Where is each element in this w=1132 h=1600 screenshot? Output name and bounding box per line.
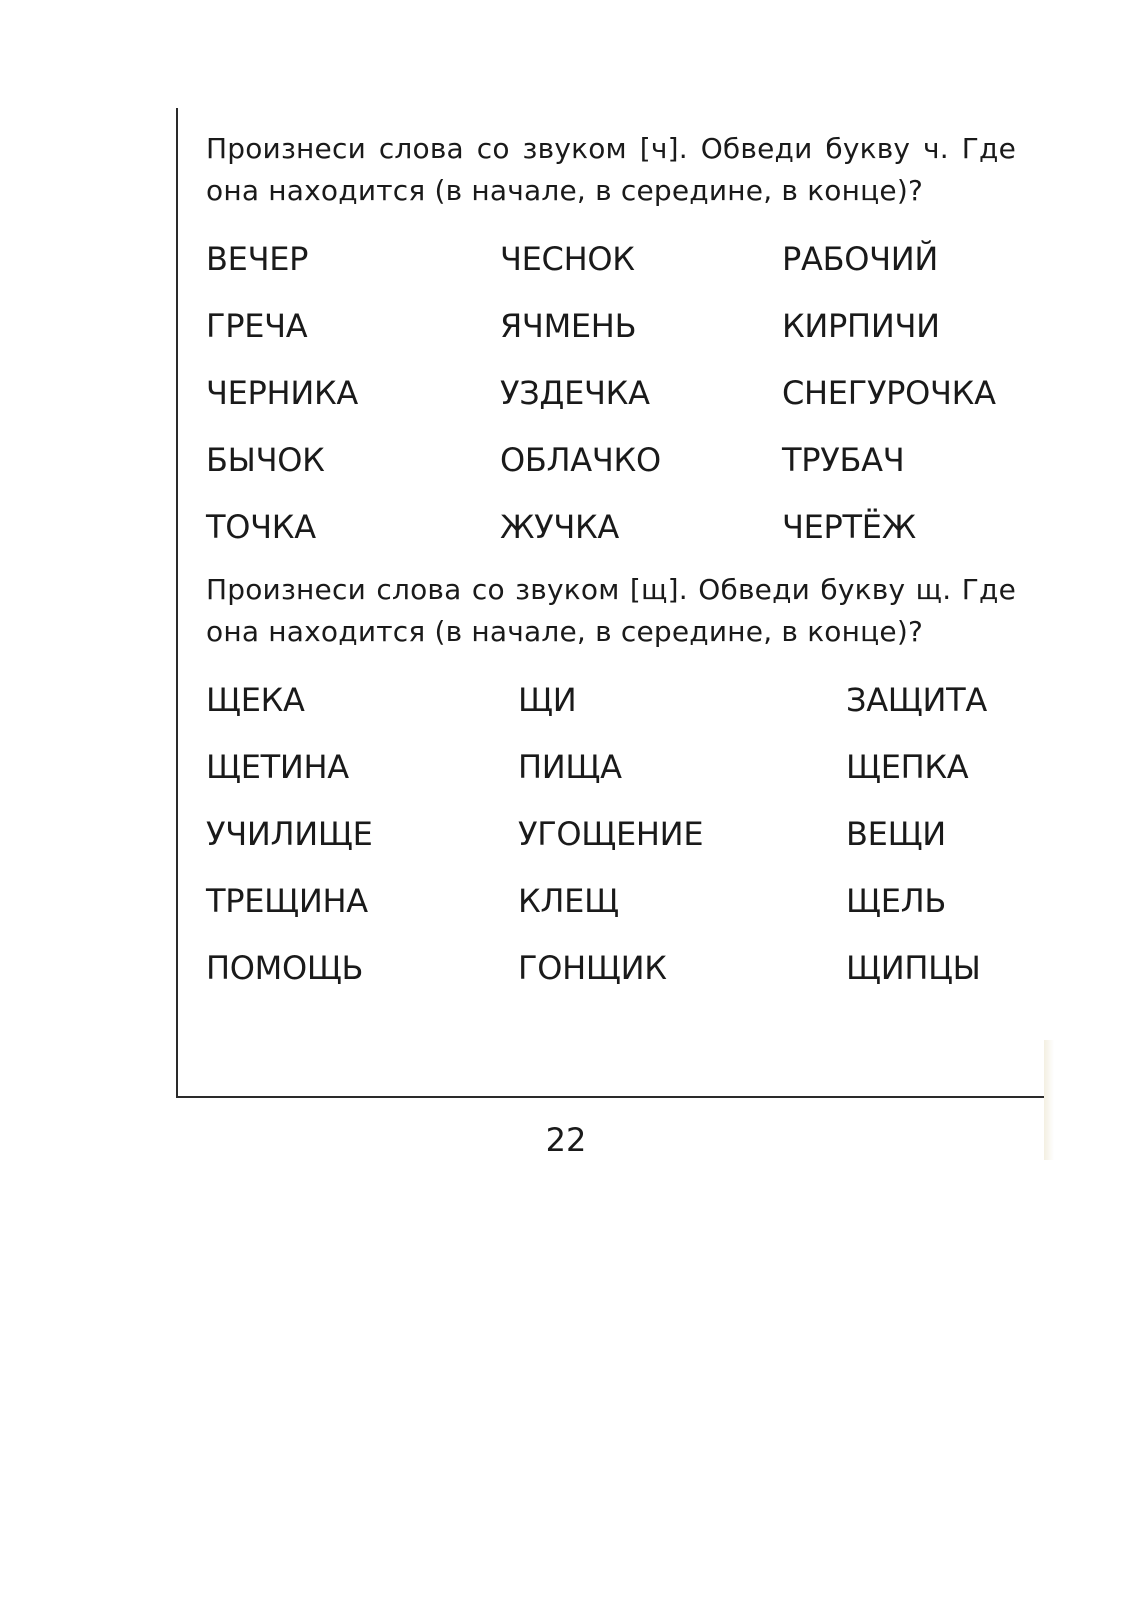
- word-item: ТОЧКА: [206, 508, 316, 546]
- word-grid-sch: [206, 667, 1016, 1002]
- word-item: ЧЕСНОК: [500, 240, 635, 278]
- word-item: ЩЕТИНА: [206, 748, 349, 786]
- word-grid-ch: [206, 226, 1016, 561]
- word-item: ЩИПЦЫ: [846, 949, 981, 987]
- word-item: БЫЧОК: [206, 441, 325, 479]
- word-item: УЗДЕЧКА: [500, 374, 650, 412]
- word-item: ПОМОЩЬ: [206, 949, 364, 987]
- word-item: ГОНЩИК: [518, 949, 667, 987]
- word-item: РАБОЧИЙ: [782, 240, 939, 278]
- instruction-sch: Произнеси слова со звуком [щ]. Обведи букву щ. Где она находится (в начале, в середине, в конце)?: [206, 573, 1016, 648]
- word-item: ВЕЩИ: [846, 815, 946, 853]
- word-item: ТРУБАЧ: [782, 441, 905, 479]
- instruction-ch: Произнеси слова со звуком [ч]. Обведи букву ч. Где она находится (в начале, в середине, в конце)?: [206, 132, 1016, 207]
- word-item: ВЕЧЕР: [206, 240, 309, 278]
- word-item: КИРПИЧИ: [782, 307, 940, 345]
- word-item: ЖУЧКА: [500, 508, 620, 546]
- word-item: ЩЕЛЬ: [846, 882, 947, 920]
- word-item: ЩИ: [518, 681, 577, 719]
- page-number: 22: [545, 1121, 587, 1159]
- word-item: ОБЛАЧКО: [500, 441, 661, 479]
- word-item: ЗАЩИТА: [846, 681, 987, 719]
- section-sound-ch: [206, 128, 1016, 561]
- word-item: ЧЕРНИКА: [206, 374, 358, 412]
- word-item: КЛЕЩ: [518, 882, 619, 920]
- word-item: ЩЕКА: [206, 681, 305, 719]
- word-item: ЧЕРТЁЖ: [782, 508, 916, 546]
- word-item: УГОЩЕНИЕ: [518, 815, 704, 853]
- word-item: СНЕГУРОЧКА: [782, 374, 996, 412]
- word-item: УЧИЛИЩЕ: [206, 815, 373, 853]
- word-item: ЩЕПКА: [846, 748, 969, 786]
- word-item: ГРЕЧА: [206, 307, 308, 345]
- word-item: ЯЧМЕНЬ: [500, 307, 637, 345]
- word-item: ПИЩА: [518, 748, 622, 786]
- word-item: ТРЕЩИНА: [206, 882, 368, 920]
- page-content: [206, 128, 1016, 1002]
- section-sound-sch: [206, 569, 1016, 1002]
